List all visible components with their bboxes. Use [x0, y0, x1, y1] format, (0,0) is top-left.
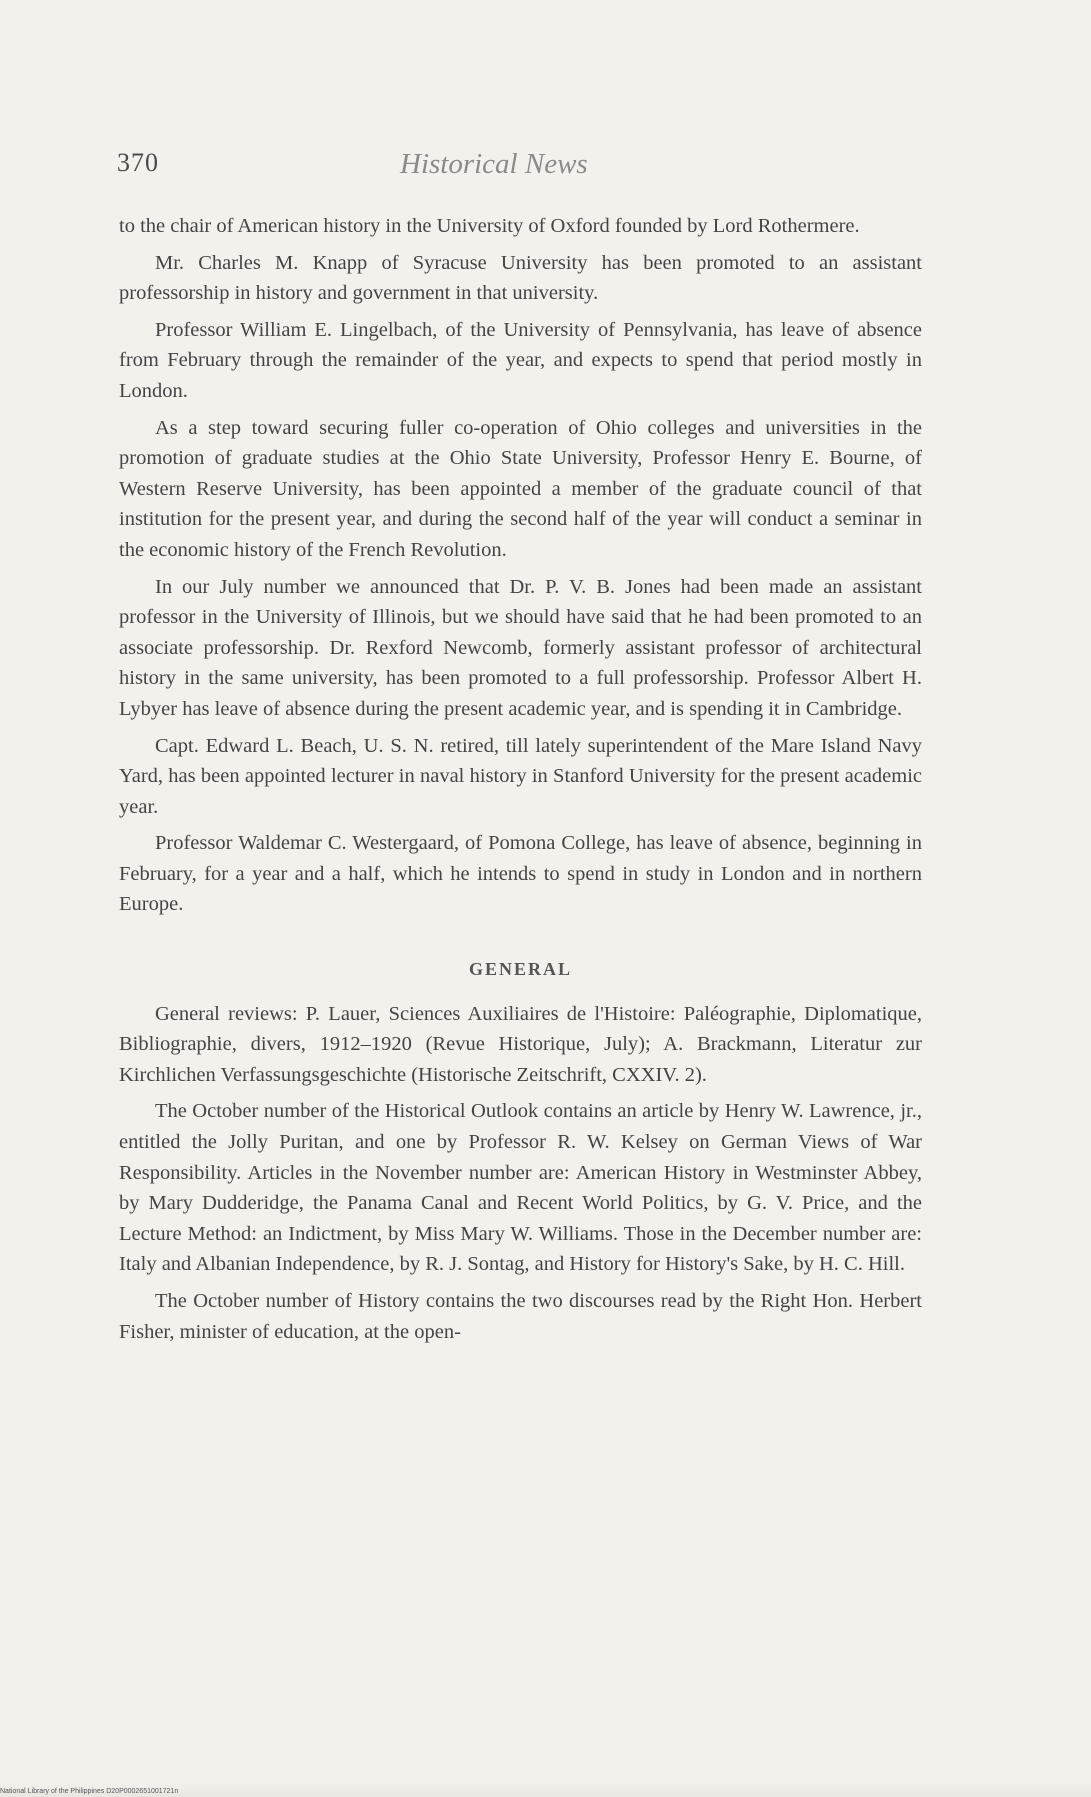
section-heading-general: GENERAL	[468, 959, 572, 980]
paragraph: Mr. Charles M. Knapp of Syracuse University has been promoted to an assistant professorship in history and government in that university.	[119, 251, 922, 305]
paragraph: The October number of the Historical Outlook contains an article by Henry W. Lawrence, jr., entitled the Jolly Puritan, and one by Professor R. W. Kelsey on German Views of War Responsibility. Articles in the November number are: American History in Westminster Abbey, by Mary Dudderidge, the Panama Canal and Recent World Politics, by G. V. Price, and the Lecture Method: an Indictment, by Miss Mary W. Williams. Those in the December number are: Italy and Albanian Independence, by R. J. Sontag, and History for History's Sake, by H. C. Hill.	[119, 1100, 922, 1276]
paragraph: to the chair of American history in the University of Oxford founded by Lord Rothermere.	[119, 215, 860, 237]
page-number: 370	[117, 148, 159, 177]
scan-credit: National Library of the Philippines D20P0002651001721n	[0, 1788, 179, 1795]
paragraph: Professor William E. Lingelbach, of the University of Pennsylvania, has leave of absence from February through the remainder of the year, and expects to spend that period mostly in London.	[119, 318, 922, 402]
paragraph: Professor Waldemar C. Westergaard, of Pomona College, has leave of absence, beginning in February, for a year and a half, which he intends to spend in study in London and in northern Europe.	[119, 832, 922, 916]
paragraph: As a step toward securing fuller co-operation of Ohio colleges and universities in the promotion of graduate studies at the Ohio State University, Professor Henry E. Bourne, of Western Reserve University, has been appointed a member of the graduate council of that institution for the present year, and during the second half of the year will conduct a seminar in the economic history of the French Revolution.	[119, 416, 922, 561]
running-title: Historical News	[400, 148, 588, 180]
paragraph: In our July number we announced that Dr. P. V. B. Jones had been made an assistant professor in the University of Illinois, but we should have said that he had been promoted to an associate professorship. Dr. Rexford Newcomb, formerly assistant professor of architectural history in the same university, has been promoted to a full professorship. Professor Albert H. Lybyer has leave of absence during the present academic year, and is spending it in Cambridge.	[119, 575, 922, 720]
paragraph: The October number of History contains the two discourses read by the Right Hon. Herbert Fisher, minister of education, at the open-	[119, 1290, 922, 1343]
paragraph: Capt. Edward L. Beach, U. S. N. retired, till lately superintendent of the Mare Island Navy Yard, has been appointed lecturer in naval history in Stanford University for the present academic year.	[119, 734, 922, 818]
running-head	[117, 148, 924, 188]
paragraph: General reviews: P. Lauer, Sciences Auxiliaires de l'Histoire: Paléographie, Diplomatique, Bibliographie, divers, 1912–1920 (Revue Historique, July); A. Brackmann, Literatur zur Kirchlichen Verfassungsgeschichte (Historische Zeitschrift, CXXIV. 2).	[119, 1002, 922, 1086]
article-body	[119, 211, 922, 1353]
